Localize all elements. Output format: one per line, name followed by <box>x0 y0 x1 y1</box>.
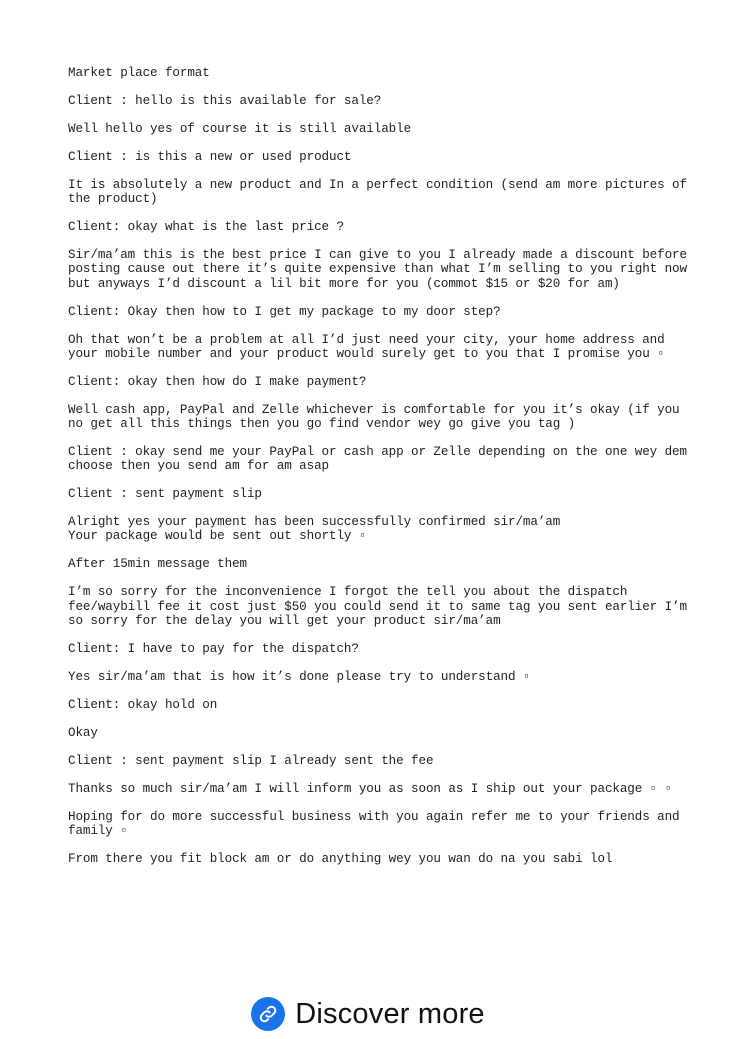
discover-more-button[interactable] <box>251 997 485 1031</box>
paragraph: Yes sir/ma’am that is how it’s done please try to understand ▫ <box>68 669 531 684</box>
paragraph: Client : is this a new or used product <box>68 150 352 164</box>
paragraph: Client: okay then how do I make payment? <box>68 374 367 389</box>
paragraph: Client: okay what is the last price ? <box>68 220 344 235</box>
footer-bar <box>0 992 736 1036</box>
paragraph: Client : hello is this available for sale? <box>68 94 382 108</box>
paragraph: Client: Okay then how to I get my package to my door step? <box>68 304 501 319</box>
paragraph: Oh that won’t be a problem at all I’d just need your city, your home address and your mobile number and your product would surely get to you that I promise you ▫ <box>68 332 665 361</box>
discover-more-label: Discover more <box>295 997 485 1030</box>
paragraph: Market place format <box>68 66 210 80</box>
paragraph: Client : sent payment slip <box>68 487 262 502</box>
paragraph: Okay <box>68 725 98 740</box>
paragraph: Client : okay send me your PayPal or cash app or Zelle depending on the one wey dem choose then you send am for am asap <box>68 445 687 474</box>
paragraph: Client : sent payment slip I already sent the fee <box>68 753 434 768</box>
paragraph: Sir/ma’am this is the best price I can give to you I already made a discount before posting cause out there it’s quite expensive than what I’m selling to you right now but anyways I’d discount a lil bit more for you (commot $15 or $20 for am) <box>68 248 687 291</box>
paragraph: From there you fit block am or do anything wey you wan do na you sabi lol <box>68 852 613 867</box>
paragraph: I’m so sorry for the inconvenience I forgot the tell you about the dispatch fee/waybill fee it cost just $50 you could send it to same tag you sent earlier I’m so sorry for the delay you will get your product sir/ma’am <box>68 585 687 628</box>
paragraph: Thanks so much sir/ma’am I will inform you as soon as I ship out your package ▫ ▫ <box>68 781 673 796</box>
paragraph: Hoping for do more successful business with you again refer me to your friends and family ▫ <box>68 809 680 839</box>
paragraph: Client: I have to pay for the dispatch? <box>68 641 359 656</box>
paragraph: It is absolutely a new product and In a perfect condition (send am more pictures of the product) <box>68 178 687 207</box>
link-icon <box>251 997 285 1031</box>
paragraph: Alright yes your payment has been successfully confirmed sir/ma’am Your package would be sent out shortly ▫ <box>68 515 561 544</box>
document-body <box>68 66 688 866</box>
paragraph: After 15min message them <box>68 557 247 572</box>
paragraph: Client: okay hold on <box>68 697 218 712</box>
paragraph: Well cash app, PayPal and Zelle whichever is comfortable for you it’s okay (if you no get all this things then you go find vendor wey go give you tag ) <box>68 402 680 432</box>
paragraph: Well hello yes of course it is still available <box>68 122 412 136</box>
